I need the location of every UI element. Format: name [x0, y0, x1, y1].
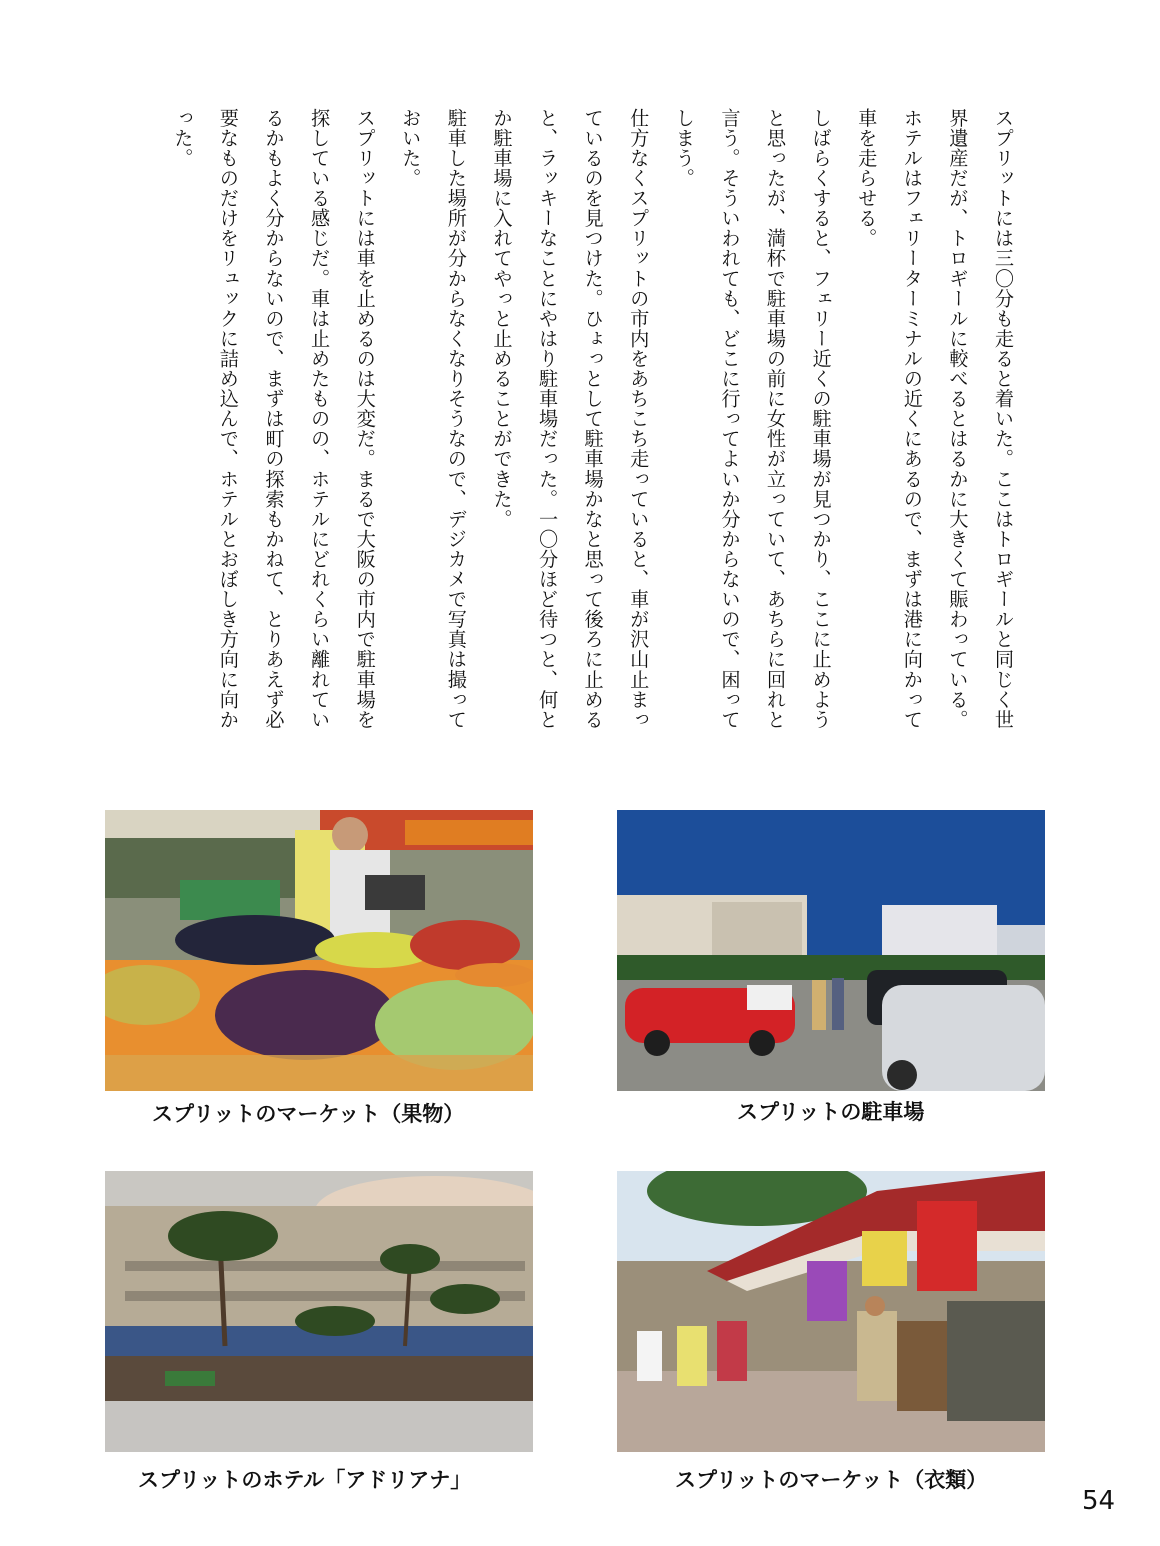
caption-hotel: スプリットのホテル「アドリアナ」: [138, 1468, 472, 1492]
body-text: [116, 108, 1026, 748]
paragraph: しばらくすると、フェリー近くの駐車場が見つかり、ここに止めようと思ったが、満杯で駐車場の前に女性が立っていて、あちらに回れと言う。そういわれても、どこに行ってよいか分からないので、困ってしまう。: [672, 108, 833, 730]
fruit-market-photo: [105, 810, 533, 1091]
paragraph: スプリットには三〇分も走ると着いた。ここはトロギールと同じく世界遺産だが、トロギールに較べるとはるかに大きくて賑わっている。ホテルはフェリーターミナルの近くにあるので、まずは港に向かって車を走らせる。: [855, 108, 1015, 730]
caption-clothes-market: スプリットのマーケット（衣類）: [675, 1468, 988, 1492]
paragraph: 駐車した場所が分からなくなりそうなので、デジカメで写真は撮っておいた。: [399, 108, 468, 730]
paragraph: 仕方なくスプリットの市内をあちこち走っていると、車が沢山止まっているのを見つけた。ひょっとして駐車場かなと思って後ろに止めると、ラッキーなことにやはり駐車場だった。一〇分ほど待つと、何とか駐車場に入れてやっと止めることができた。: [490, 108, 651, 730]
page-number: 54: [1082, 1486, 1116, 1516]
parking-photo: [617, 810, 1045, 1091]
caption-parking: スプリットの駐車場: [737, 1100, 925, 1124]
clothes-market-photo: [617, 1171, 1045, 1452]
paragraph: スプリットには車を止めるのは大変だ。まるで大阪の市内で駐車場を探している感じだ。車は止めたものの、ホテルにどれくらい離れているかもよく分からないので、まずは町の探索もかねて、とりあえず必要なものだけをリュックに詰め込んで、ホテルとおぼしき方向に向かった。: [171, 108, 377, 730]
hotel-photo: [105, 1171, 533, 1452]
caption-fruit-market: スプリットのマーケット（果物）: [152, 1102, 465, 1126]
